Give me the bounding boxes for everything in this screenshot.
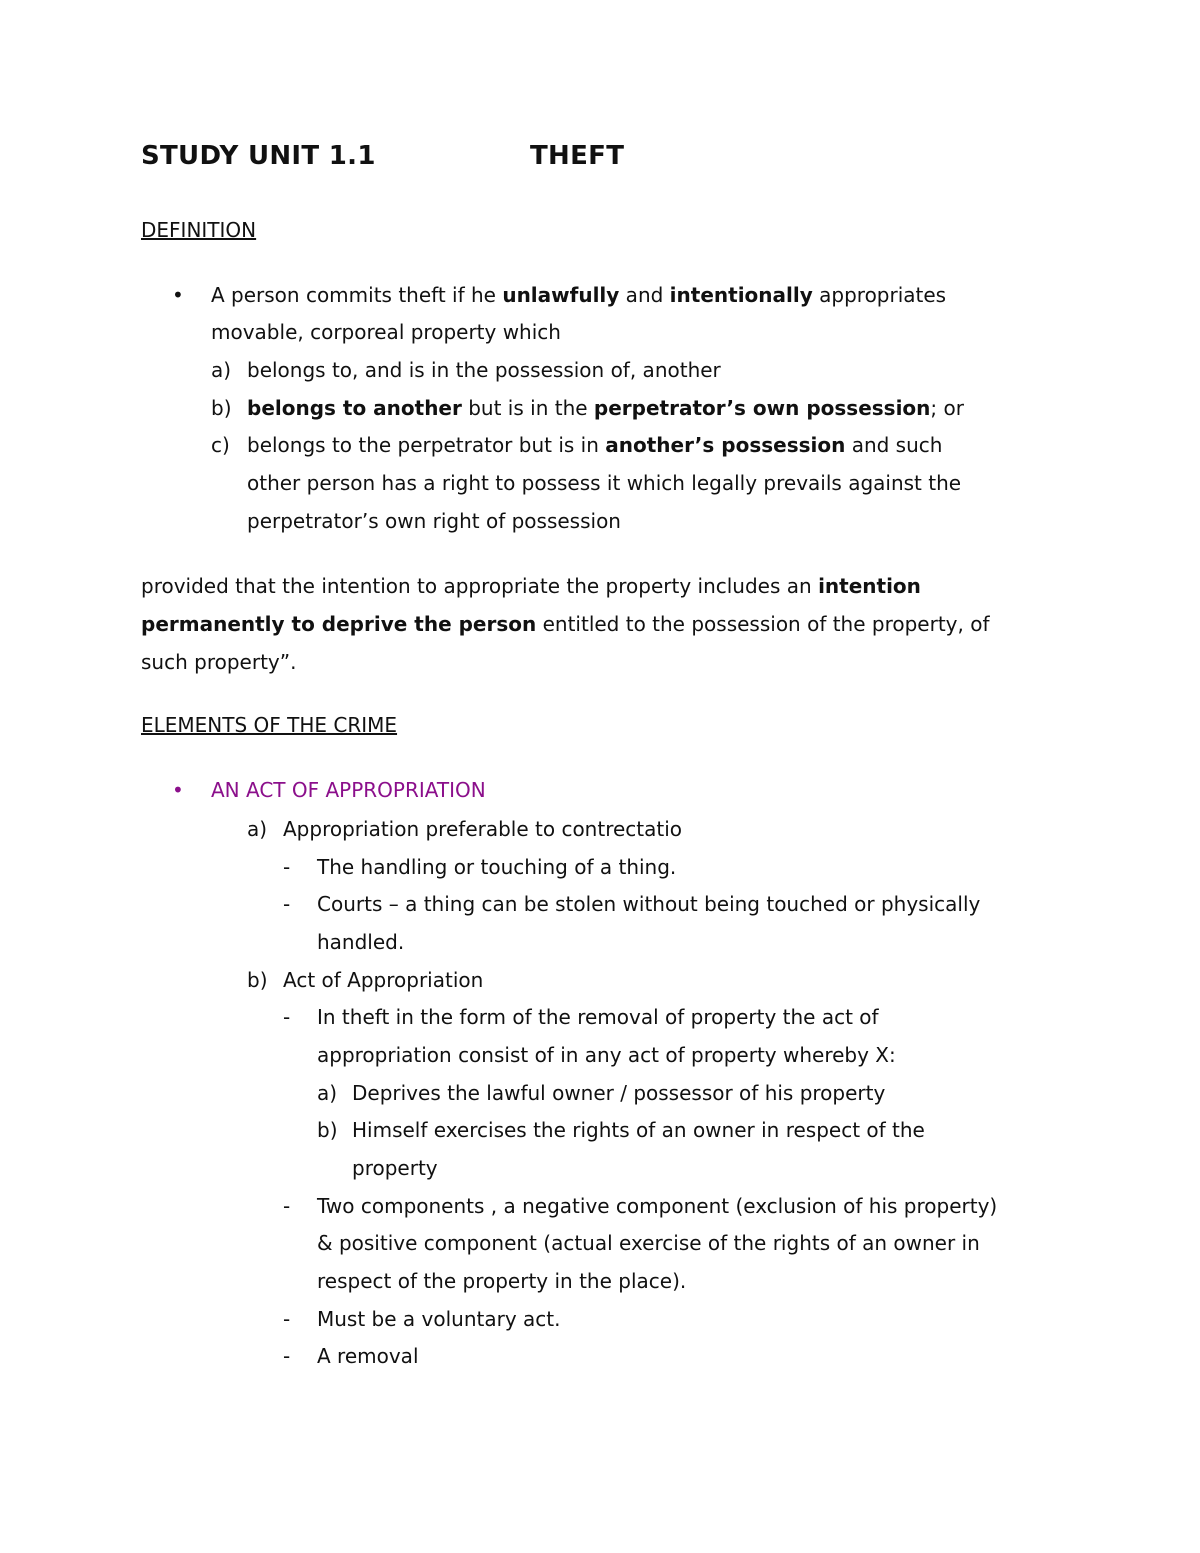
definition-item-c-line-3: perpetrator’s own right of possession	[247, 509, 621, 533]
title-unit: STUDY UNIT 1.1	[141, 141, 376, 171]
text-run: belongs to the perpetrator but is in	[247, 433, 606, 457]
dash-marker: -	[283, 855, 291, 879]
element-b-dash-1: In theft in the form of the removal of property the act of	[317, 1005, 879, 1029]
sub-list-marker-b: b)	[317, 1118, 338, 1142]
definition-item-c-line-2: other person has a right to possess it which legally prevails against the	[247, 471, 962, 495]
dash-marker: -	[283, 1344, 291, 1368]
element-b-dash-4: A removal	[317, 1344, 419, 1368]
element-a-dash-2: Courts – a thing can be stolen without being touched or physically	[317, 892, 981, 916]
sub-item-b: Himself exercises the rights of an owner in respect of the	[352, 1118, 925, 1142]
element-a-dash-1: The handling or touching of a thing.	[317, 855, 677, 879]
bullet-icon: •	[172, 283, 184, 307]
element-item-b: Act of Appropriation	[283, 968, 484, 992]
proviso-line-3: such property”.	[141, 650, 297, 674]
dash-marker: -	[283, 892, 291, 916]
list-marker-c: c)	[211, 433, 230, 457]
element-item-a: Appropriation preferable to contrectatio	[283, 817, 683, 841]
elements-heading: ELEMENTS OF THE CRIME	[141, 713, 398, 737]
definition-item-c	[247, 432, 942, 458]
bold-run: intentionally	[669, 283, 813, 307]
element-a-dash-2-cont: handled.	[317, 930, 405, 954]
dash-marker: -	[283, 1194, 291, 1218]
definition-item-a: belongs to, and is in the possession of, another	[247, 358, 721, 382]
list-marker-a: a)	[211, 358, 232, 382]
act-of-appropriation-heading: AN ACT OF APPROPRIATION	[211, 778, 486, 802]
text-run: ; or	[930, 396, 964, 420]
proviso-line-2	[141, 611, 990, 637]
bold-run: permanently to deprive the person	[141, 612, 537, 636]
bold-run: belongs to another	[247, 396, 462, 420]
bold-run: intention	[818, 574, 921, 598]
title-topic: THEFT	[530, 141, 625, 171]
element-b-dash-2-cont: & positive component (actual exercise of the rights of an owner in	[317, 1231, 980, 1255]
bold-run: another’s possession	[605, 433, 846, 457]
text-run: entitled to the possession of the property, of	[536, 612, 990, 636]
list-marker-b: b)	[247, 968, 268, 992]
text-run: A person commits theft if he	[211, 283, 503, 307]
bold-run: unlawfully	[502, 283, 620, 307]
dash-marker: -	[283, 1307, 291, 1331]
text-run: provided that the intention to appropriate the property includes an	[141, 574, 819, 598]
bullet-icon: •	[172, 778, 184, 802]
definition-heading: DEFINITION	[141, 218, 257, 242]
element-b-dash-1-cont: appropriation consist of in any act of property whereby X:	[317, 1043, 896, 1067]
dash-marker: -	[283, 1005, 291, 1029]
proviso-line-1	[141, 573, 921, 599]
text-run: but is in the	[461, 396, 594, 420]
text-run: appropriates	[812, 283, 947, 307]
sub-list-marker-a: a)	[317, 1081, 338, 1105]
list-marker-b: b)	[211, 396, 232, 420]
sub-item-b-cont: property	[352, 1156, 438, 1180]
list-marker-a: a)	[247, 817, 268, 841]
element-b-dash-2-cont-2: respect of the property in the place).	[317, 1269, 687, 1293]
bold-run: perpetrator’s own possession	[593, 396, 931, 420]
definition-line-2: movable, corporeal property which	[211, 320, 561, 344]
sub-item-a: Deprives the lawful owner / possessor of his property	[352, 1081, 886, 1105]
element-b-dash-3: Must be a voluntary act.	[317, 1307, 561, 1331]
definition-item-b	[247, 395, 964, 421]
definition-line-1	[211, 282, 946, 308]
text-run: and	[619, 283, 670, 307]
element-b-dash-2: Two components , a negative component (exclusion of his property)	[317, 1194, 998, 1218]
text-run: and such	[845, 433, 943, 457]
